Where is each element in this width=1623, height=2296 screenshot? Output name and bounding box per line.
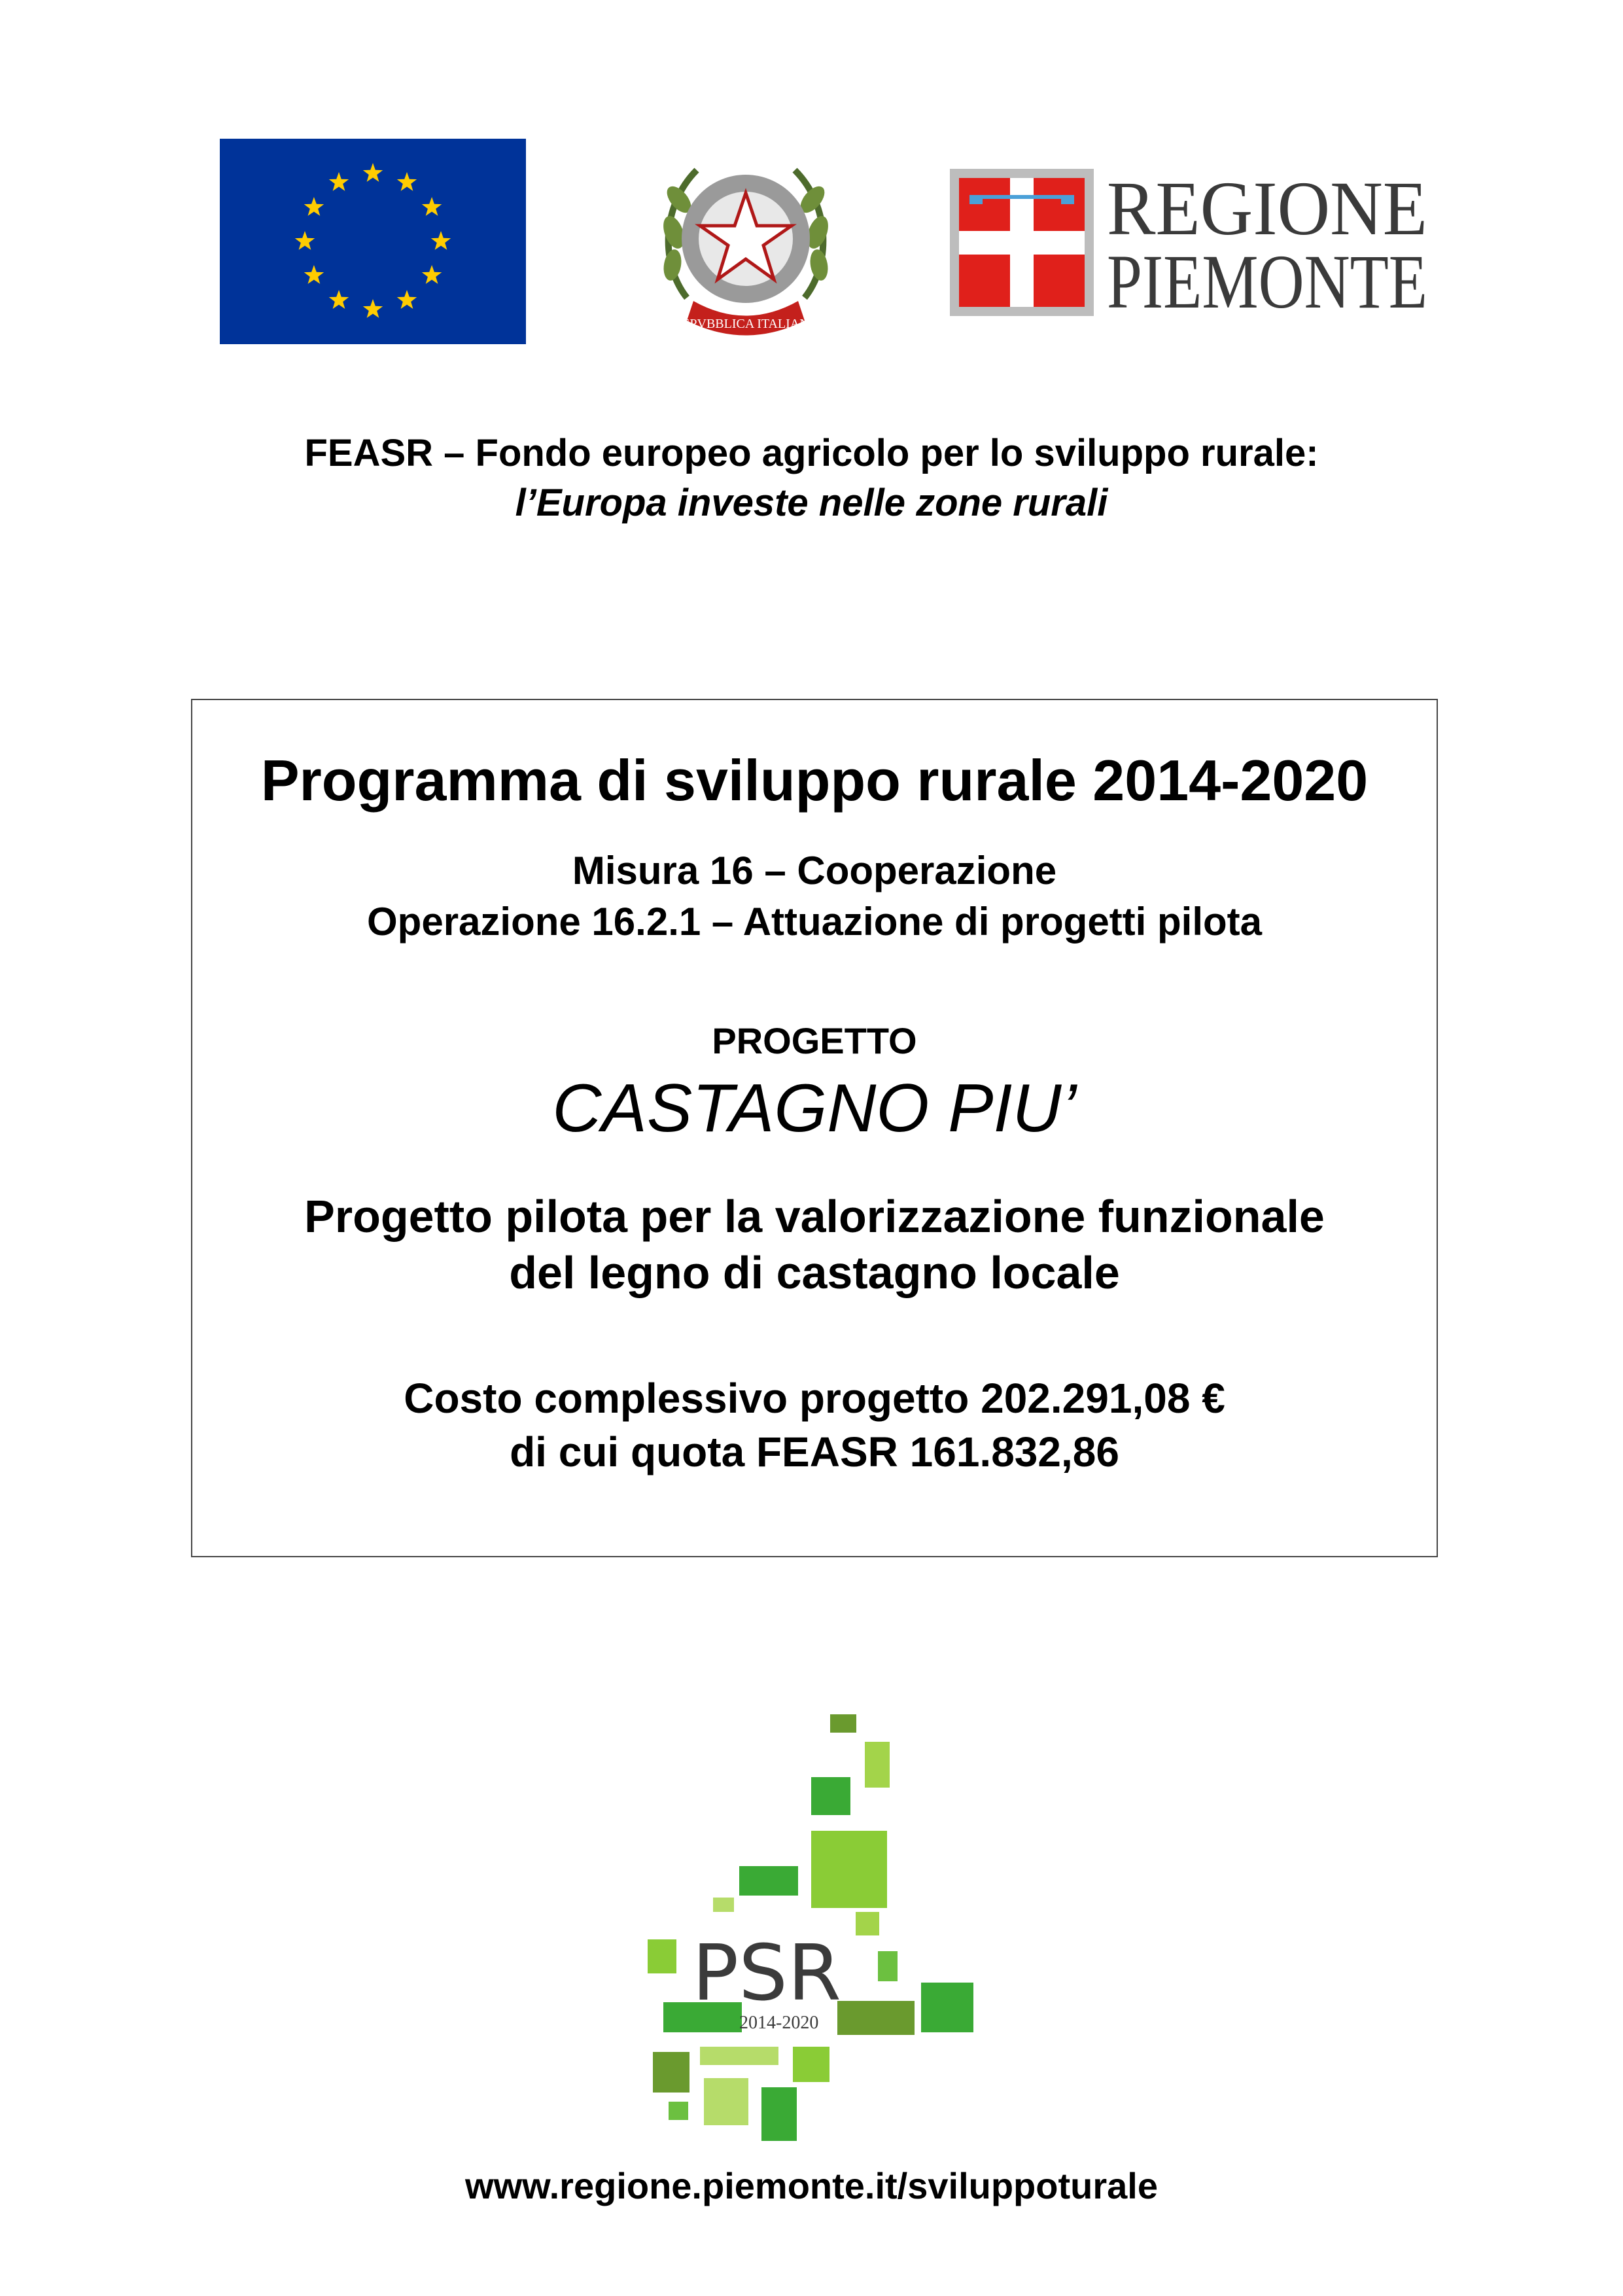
psr-years: 2014-2020 (739, 2013, 819, 2033)
regione-text: REGIONE (1107, 166, 1427, 251)
psr-text: PSR (692, 1928, 842, 2018)
cost-line1: Costo complessivo progetto 202.291,08 € (404, 1375, 1225, 1422)
feasr-line1: FEASR – Fondo europeo agricolo per lo sviluppo rurale: (304, 432, 1319, 474)
program-box (191, 699, 1438, 1557)
footer-url[interactable]: www.regione.piemonte.it/sviluppoturale (465, 2165, 1158, 2206)
piemonte-text: PIEMONTE (1107, 239, 1427, 325)
psr-logo (641, 1714, 981, 2146)
progetto-label: PROGETTO (712, 1020, 917, 1061)
program-title: Programma di sviluppo rurale 2014-2020 (260, 748, 1369, 813)
regione-piemonte-logo (950, 166, 1434, 325)
feasr-line2: l’Europa investe nelle zone rurali (515, 482, 1108, 524)
feasr-heading (0, 429, 1623, 528)
emblem-text: REPVBBLICA ITALIANA (672, 317, 819, 331)
operazione-text: Operazione 16.2.1 – Attuazione di progetti pilota (367, 900, 1262, 944)
cost-line2: di cui quota FEASR 161.832,86 (510, 1428, 1119, 1475)
progetto-name: CASTAGNO PIU’ (552, 1070, 1077, 1146)
italian-republic-emblem-icon (648, 134, 844, 357)
description-line1: Progetto pilota per la valorizzazione funzionale (304, 1191, 1325, 1242)
eu-flag-icon (220, 139, 526, 344)
description-line2: del legno di castagno locale (509, 1247, 1120, 1298)
misura-text: Misura 16 – Cooperazione (572, 849, 1057, 892)
